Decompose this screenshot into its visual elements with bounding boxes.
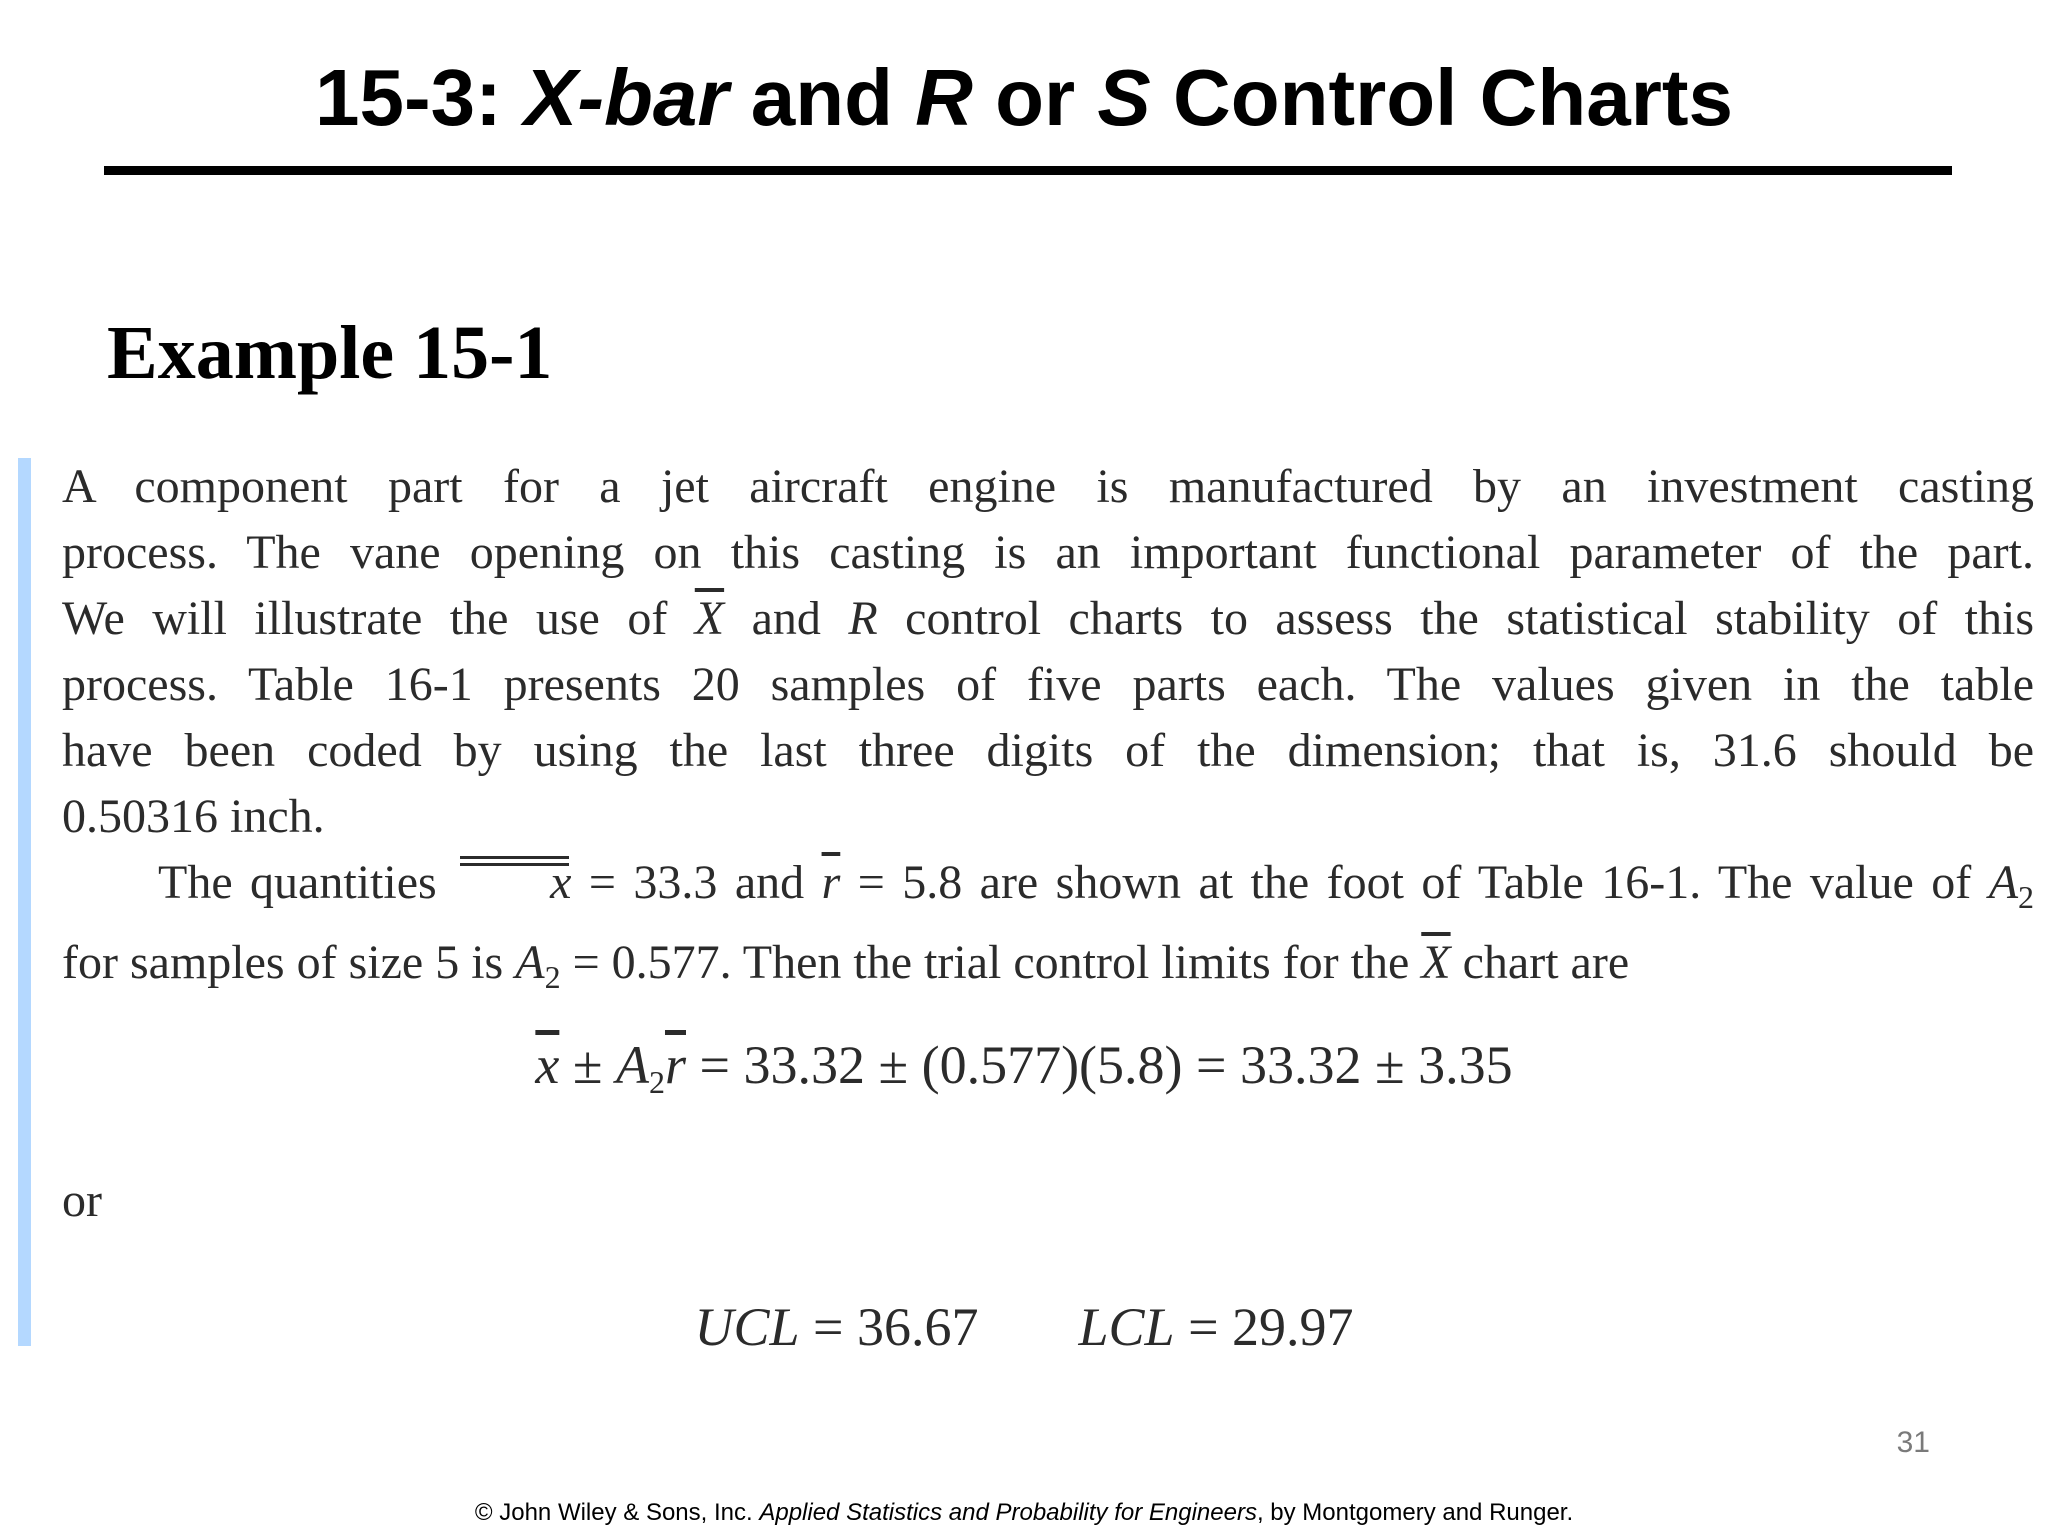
- paragraph-line: A component part for a jet aircraft engine is manufactured by an investment casting: [62, 460, 2034, 513]
- a2-subscript: 2: [648, 1064, 665, 1100]
- a2-symbol: A: [515, 936, 545, 989]
- text-run: = 33.32 ± (0.577)(5.8) = 33.32 ± 3.35: [686, 1035, 1513, 1095]
- r-bar-symbol: $\overline{r}$: [664, 1035, 686, 1095]
- footer-prefix: © John Wiley & Sons, Inc.: [474, 1499, 760, 1526]
- a2-symbol: A: [615, 1035, 649, 1095]
- paragraph-line: have been coded by using the last three digits of the dimension; that is, 31.6 should be: [62, 724, 2034, 777]
- title-xbar: X-bar: [523, 53, 729, 142]
- ucl-lcl-equation: [0, 1292, 2048, 1362]
- a2-subscript: 2: [2018, 879, 2035, 915]
- title-prefix: 15-3:: [315, 53, 524, 142]
- lcl-label: LCL: [1078, 1297, 1175, 1357]
- or-text: or: [62, 1174, 102, 1227]
- text-run: ±: [559, 1035, 616, 1095]
- lcl-value: = 29.97: [1174, 1297, 1354, 1357]
- example-paragraph-1: [62, 454, 2034, 850]
- x-bar-symbol: $\overline{X}$: [1421, 936, 1451, 989]
- title-underline-divider: [104, 166, 1952, 175]
- text-run: and: [724, 592, 849, 645]
- example-heading: Example 15-1: [107, 311, 553, 395]
- text-run: The quantities: [158, 856, 455, 909]
- x-bar-symbol: $\overline{X}$: [694, 592, 725, 645]
- text-run: = 33.3 and: [571, 856, 822, 909]
- r-symbol: R: [848, 592, 878, 645]
- x-bar-symbol: $\overline{x}$: [535, 1035, 560, 1095]
- text-run: = 0.577. Then the trial control limits for the: [560, 936, 1422, 989]
- x-double-bar-symbol: x: [454, 850, 571, 916]
- quote-accent-bar: [18, 458, 31, 1346]
- text-run: for samples of size 5 is: [62, 936, 516, 989]
- ucl-value: = 36.67: [799, 1297, 979, 1357]
- paragraph-line: 0.50316 inch.: [62, 790, 325, 843]
- text-run: We will illustrate the use of: [62, 592, 695, 645]
- title-and: and: [728, 53, 916, 142]
- paragraph-line: process. Table 16-1 presents 20 samples of five parts each. The values given in the table: [62, 658, 2034, 711]
- title-or: or: [972, 53, 1098, 142]
- title-s: S: [1097, 53, 1151, 142]
- title-suffix: Control Charts: [1150, 53, 1733, 142]
- control-limits-equation: [0, 1030, 2048, 1117]
- text-run: chart are: [1450, 936, 1630, 989]
- paragraph-line: process. The vane opening on this casting is an important functional parameter of the part.: [62, 526, 2034, 579]
- paragraph-line: [62, 930, 2034, 1010]
- ucl-label: UCL: [694, 1297, 800, 1357]
- a2-subscript: 2: [544, 959, 561, 995]
- slide-title: [0, 48, 2048, 148]
- text-run: = 5.8 are shown at the foot of Table 16-1. The value of: [840, 856, 1989, 909]
- a2-symbol: A: [1988, 856, 2019, 909]
- footer-suffix: , by Montgomery and Runger.: [1256, 1499, 1574, 1526]
- text-run: control charts to assess the statistical stability of this: [877, 592, 2034, 645]
- page-number: 31: [1896, 1426, 1930, 1459]
- r-bar-symbol: $\overline{r}$: [821, 856, 841, 909]
- paragraph-line: [62, 850, 2034, 930]
- paragraph-line: [62, 586, 2034, 652]
- example-paragraph-2: [62, 850, 2034, 1010]
- copyright-footer: [0, 1498, 2048, 1528]
- footer-book-title: Applied Statistics and Probability for Engineers: [759, 1499, 1257, 1526]
- title-r: R: [915, 53, 973, 142]
